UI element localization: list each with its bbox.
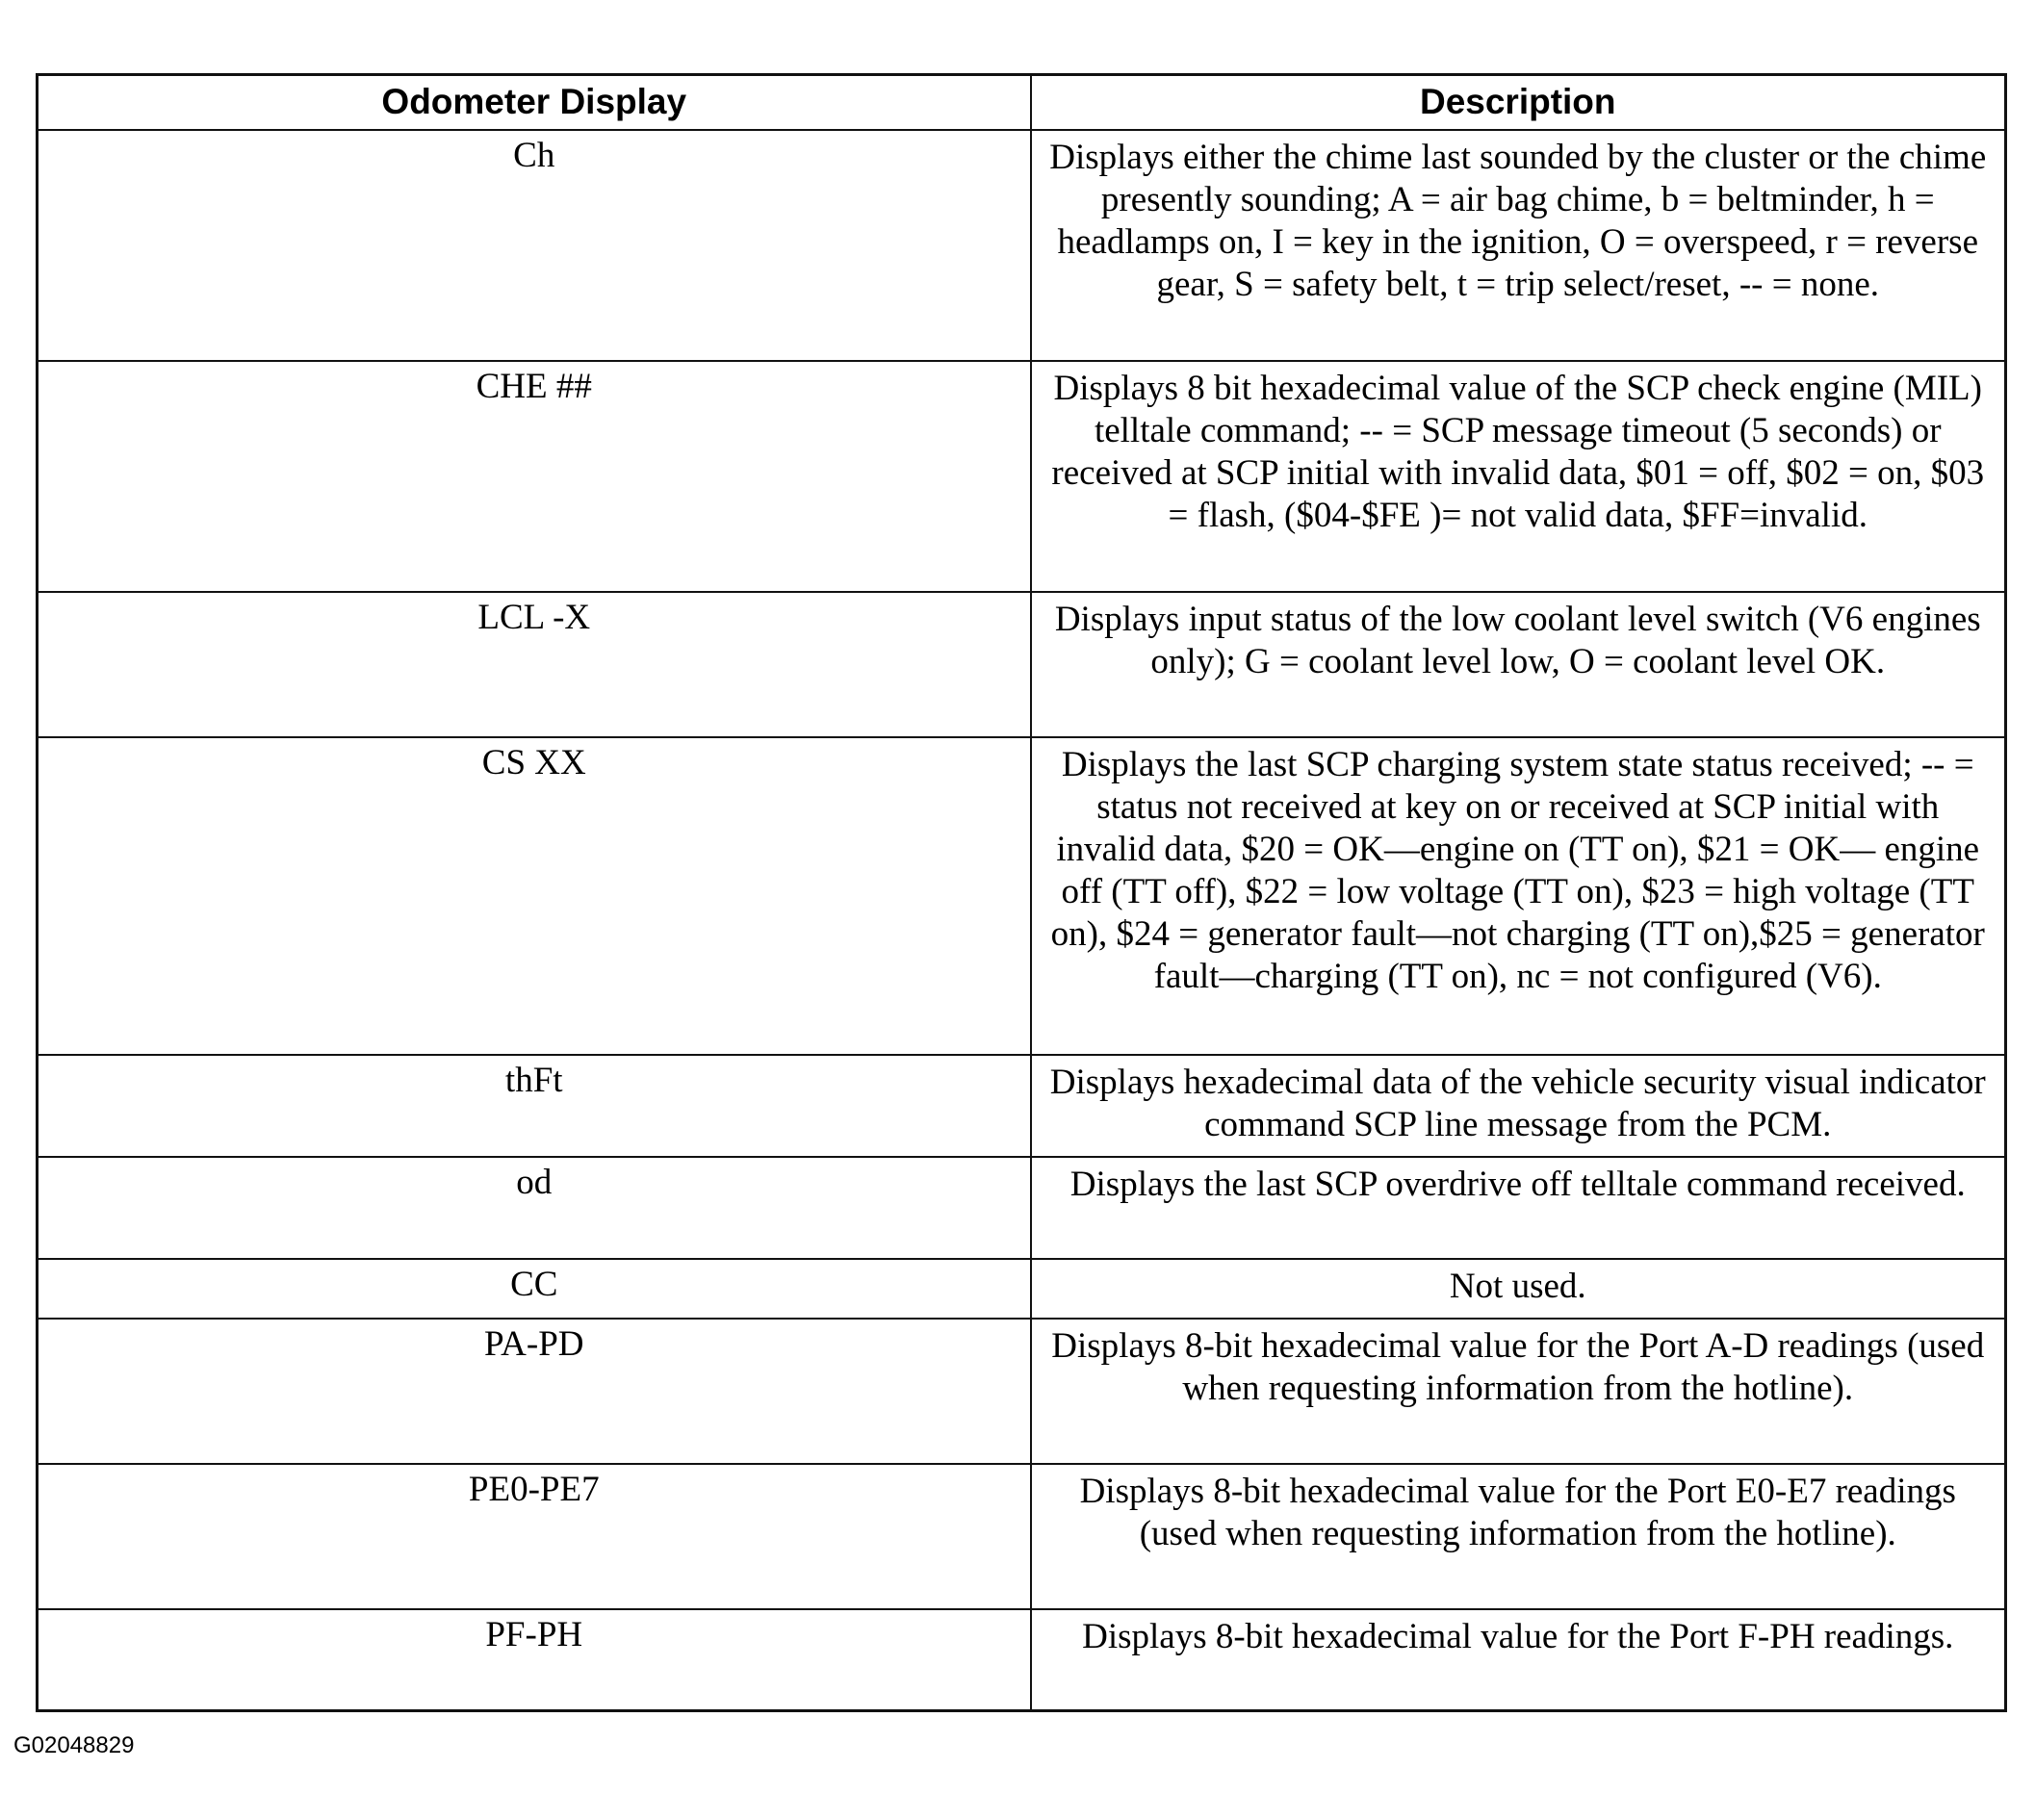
table-row [38,1609,2006,1711]
description-cell: Displays the last SCP charging system state status received; -- = status not received at key on or received at SCP initial with invalid data, $20 = OK—engine on (TT on), $21 = OK— engine off (TT off), $22 = low voltage (TT on), $23 = high voltage (TT on), $24 = generator fault—not charging (TT on),$25 = generator fault—charging (TT on), nc = not configured (V6). [1031,737,2006,1055]
table-row [38,1259,2006,1319]
table-row [38,130,2006,361]
table-header-row [38,75,2006,130]
table-row [38,361,2006,592]
odometer-display-cell: PA-PD [38,1319,1031,1464]
table-row [38,592,2006,737]
table-row [38,1157,2006,1259]
description-cell: Displays 8-bit hexadecimal value for the Port F-PH readings. [1031,1609,2006,1711]
description-cell: Not used. [1031,1259,2006,1319]
column-header-description: Description [1031,75,2006,130]
description-cell: Displays 8-bit hexadecimal value for the Port A-D readings (used when requesting information from the hotline). [1031,1319,2006,1464]
description-cell: Displays 8 bit hexadecimal value of the SCP check engine (MIL) telltale command; -- = SCP message timeout (5 seconds) or received at SCP initial with invalid data, $01 = off, $02 = on, $03 = flash, ($04-$FE )= not valid data, $FF=invalid. [1031,361,2006,592]
odometer-display-cell: PE0-PE7 [38,1464,1031,1609]
figure-id: G02048829 [13,1732,135,1758]
table-row [38,1319,2006,1464]
odometer-display-cell: thFt [38,1055,1031,1157]
odometer-display-table [36,73,2007,1712]
table-row [38,1464,2006,1609]
odometer-display-cell: LCL -X [38,592,1031,737]
odometer-display-cell: CS XX [38,737,1031,1055]
odometer-display-cell: PF-PH [38,1609,1031,1711]
table-row [38,737,2006,1055]
description-cell: Displays hexadecimal data of the vehicle security visual indicator command SCP line message from the PCM. [1031,1055,2006,1157]
odometer-display-cell: od [38,1157,1031,1259]
odometer-display-cell: CC [38,1259,1031,1319]
table-row [38,1055,2006,1157]
description-cell: Displays input status of the low coolant level switch (V6 engines only); G = coolant level low, O = coolant level OK. [1031,592,2006,737]
description-cell: Displays 8-bit hexadecimal value for the Port E0-E7 readings (used when requesting information from the hotline). [1031,1464,2006,1609]
odometer-display-cell: Ch [38,130,1031,361]
description-cell: Displays the last SCP overdrive off telltale command received. [1031,1157,2006,1259]
column-header-odometer-display: Odometer Display [38,75,1031,130]
description-cell: Displays either the chime last sounded by the cluster or the chime presently sounding; A = air bag chime, b = beltminder, h = headlamps on, I = key in the ignition, O = overspeed, r = reverse gear, S = safety belt, t = trip select/reset, -- = none. [1031,130,2006,361]
odometer-display-cell: CHE ## [38,361,1031,592]
